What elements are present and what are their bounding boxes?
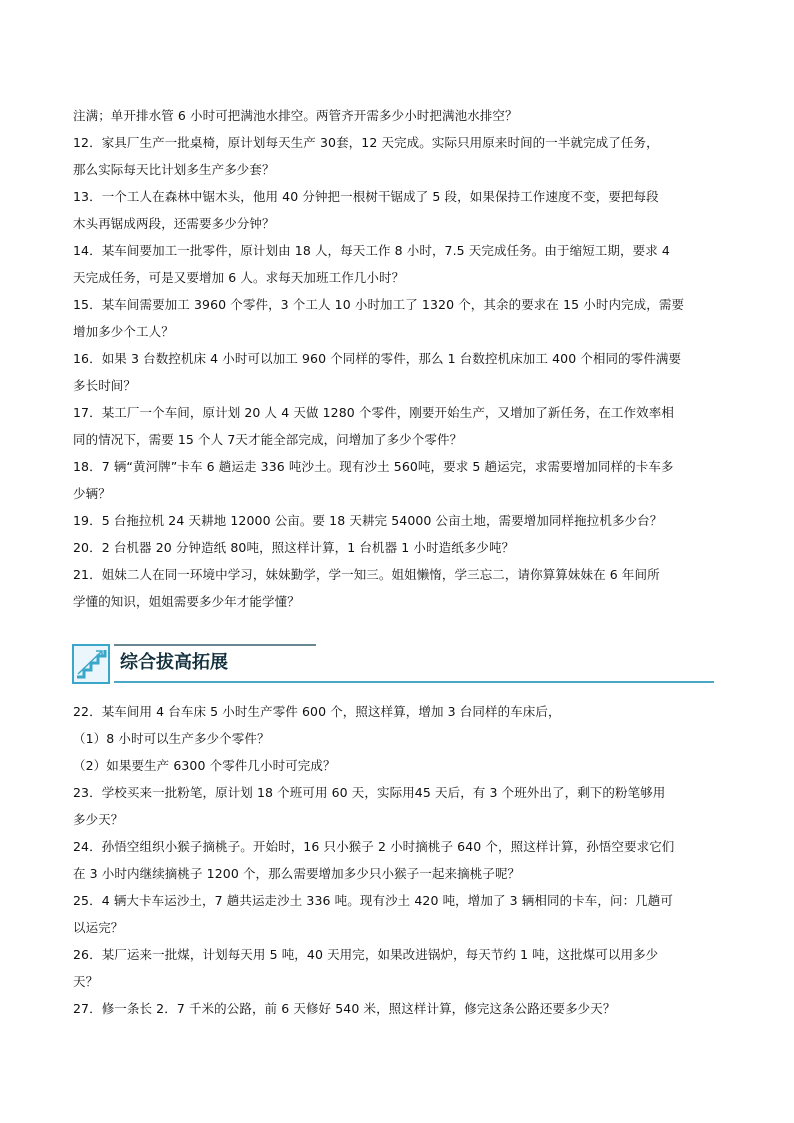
text-line: 22．某车间用 4 台车床 5 小时生产零件 600 个，照这样算，增加 3 台同样的车床后， bbox=[73, 704, 561, 719]
text-line: 16．如果 3 台数控机床 4 小时可以加工 960 个同样的零件，那么 1 台数控机床加工 400 个相同的零件满要 bbox=[73, 351, 682, 366]
text-line: 多少天？ bbox=[73, 812, 124, 827]
text-line: （1）8 小时可以生产多少个零件？ bbox=[73, 731, 270, 746]
text-line: 在 3 小时内继续摘桃子 1200 个，那么需要增加多少只小猴子一起来摘桃子呢？ bbox=[73, 866, 521, 881]
text-line: 13．一个工人在森林中锯木头，他用 40 分钟把一根树干锯成了 5 段，如果保持工作速度不变，要把每段 bbox=[73, 189, 659, 204]
text-line: 那么实际每天比计划多生产多少套？ bbox=[73, 162, 275, 177]
header-rule-bottom bbox=[114, 681, 714, 683]
text-line: 19．5 台拖拉机 24 天耕地 12000 公亩。要 18 天耕完 54000 公亩土地，需要增加同样拖拉机多少台？ bbox=[73, 513, 663, 528]
stairs-icon bbox=[72, 644, 110, 684]
problem-list-bottom bbox=[73, 698, 733, 1022]
text-line: 天完成任务，可是又要增加 6 人。求每天加班工作几小时？ bbox=[73, 270, 405, 285]
text-line: 17．某工厂一个车间，原计划 20 人 4 天做 1280 个零件，刚要开始生产，又增加了新任务，在工作效率相 bbox=[73, 405, 674, 420]
text-line: 增加多少个工人？ bbox=[73, 324, 174, 339]
section-title: 综合拔高拓展 bbox=[120, 652, 228, 673]
text-line: 26．某厂运来一批煤，计划每天用 5 吨，40 天用完，如果改进锅炉，每天节约 1 吨，这批煤可以用多少 bbox=[73, 947, 659, 962]
section-header bbox=[70, 640, 720, 690]
text-line: 以运完？ bbox=[73, 920, 124, 935]
text-line: 12．家具厂生产一批桌椅，原计划每天生产 30套，12 天完成。实际只用原来时间的一半就完成了任务， bbox=[73, 135, 659, 150]
text-line: 25．4 辆大卡车运沙土，7 趟共运走沙土 336 吨。现有沙土 420 吨，增加了 3 辆相同的卡车，问：几趟可 bbox=[73, 893, 673, 908]
text-line: 学懂的知识，姐姐需要多少年才能学懂？ bbox=[73, 594, 300, 609]
text-line: （2）如果要生产 6300 个零件几小时可完成？ bbox=[73, 758, 336, 773]
header-rule-top bbox=[114, 644, 316, 646]
text-line: 天？ bbox=[73, 974, 99, 989]
text-line: 同的情况下，需要 15 个人 7天才能全部完成，问增加了多少个零件？ bbox=[73, 432, 463, 447]
text-line: 27．修一条长 2．7 千米的公路，前 6 天修好 540 米，照这样计算，修完这条公路还要多少天？ bbox=[73, 1001, 616, 1016]
text-line: 多长时间？ bbox=[73, 378, 137, 393]
text-line: 23．学校买来一批粉笔，原计划 18 个班可用 60 天，实际用45 天后，有 3 个班外出了，剩下的粉笔够用 bbox=[73, 785, 666, 800]
text-line: 15．某车间需要加工 3960 个零件，3 个工人 10 小时加工了 1320 个，其余的要求在 15 小时内完成，需要 bbox=[73, 297, 685, 312]
text-line: 少辆？ bbox=[73, 486, 111, 501]
text-line: 21．姐妹二人在同一环境中学习，妹妹勤学，学一知三。姐姐懒惰，学三忘二，请你算算妹妹在 6 年间所 bbox=[73, 567, 660, 582]
text-line: 木头再锯成两段，还需要多少分钟？ bbox=[73, 216, 275, 231]
text-line: 注满；单开排水管 6 小时可把满池水排空。两管齐开需多少小时把满池水排空？ bbox=[73, 108, 518, 123]
text-line: 18．7 辆“黄河牌”卡车 6 趟运走 336 吨沙土。现有沙土 560吨，要求 5 趟运完，求需要增加同样的卡车多 bbox=[73, 459, 674, 474]
text-line: 14．某车间要加工一批零件，原计划由 18 人，每天工作 8 小时，7.5 天完成任务。由于缩短工期，要求 4 bbox=[73, 243, 670, 258]
problem-list-top bbox=[73, 102, 733, 615]
text-line: 20．2 台机器 20 分钟造纸 80吨，照这样计算，1 台机器 1 小时造纸多少吨？ bbox=[73, 540, 515, 555]
text-line: 24．孙悟空组织小猴子摘桃子。开始时，16 只小猴子 2 小时摘桃子 640 个，照这样计算，孙悟空要求它们 bbox=[73, 839, 675, 854]
